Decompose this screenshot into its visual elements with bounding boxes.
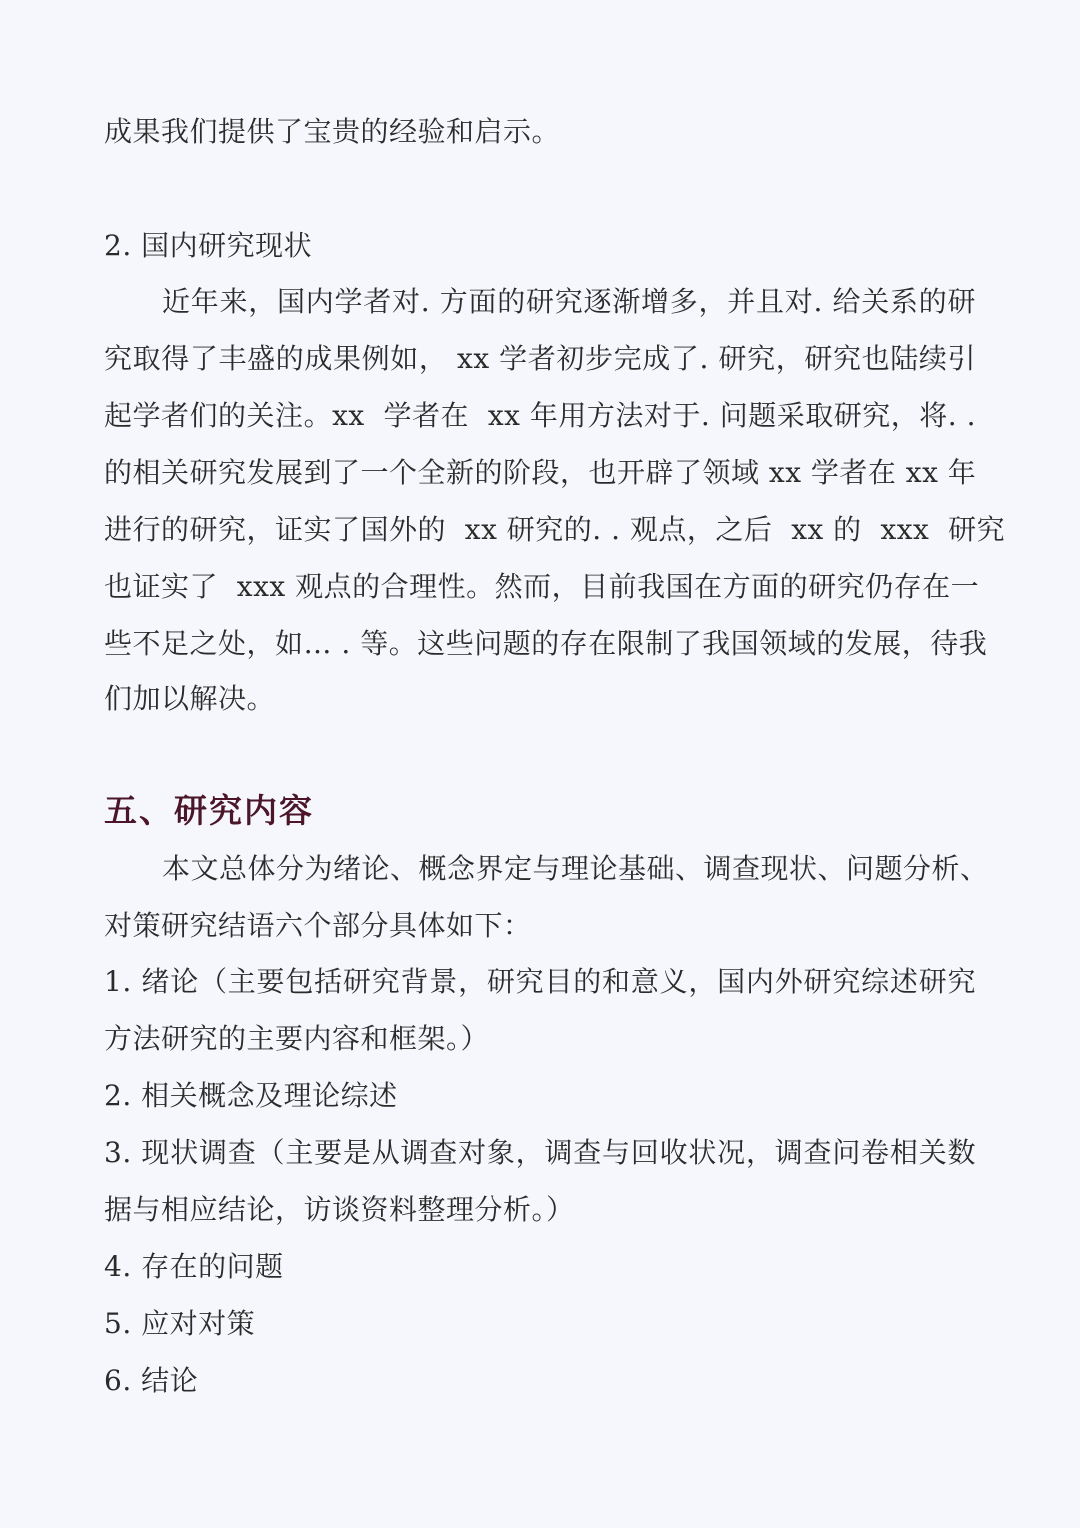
- paragraph-line: 近年来，国内学者对. 方面的研究逐渐增多，并且对. 给关系的研: [162, 285, 976, 318]
- list-item: 5. 应对对策: [104, 1307, 256, 1340]
- paragraph-line: 对策研究结语六个部分具体如下：: [104, 909, 532, 942]
- list-item-continuation: 据与相应结论，访谈资料整理分析。）: [104, 1193, 575, 1226]
- paragraph-line: 起学者们的关注。xx 学者在 xx 年用方法对于. 问题采取研究，将. .: [104, 399, 976, 432]
- list-item: 2. 相关概念及理论综述: [104, 1079, 398, 1112]
- paragraph-line: 本文总体分为绪论、概念界定与理论基础、调查现状、问题分析、: [162, 852, 989, 885]
- paragraph-line: 究取得了丰盛的成果例如， xx 学者初步完成了. 研究，研究也陆续引: [104, 342, 976, 375]
- paragraph-line: 成果我们提供了宝贵的经验和启示。: [104, 115, 561, 148]
- paragraph-line: 们加以解决。: [104, 682, 276, 715]
- paragraph-line: 也证实了 xxx 观点的合理性。然而，目前我国在方面的研究仍存在一: [104, 570, 980, 603]
- list-item: 1. 绪论（主要包括研究背景，研究目的和意义，国内外研究综述研究: [104, 965, 976, 998]
- list-item: 4. 存在的问题: [104, 1250, 284, 1283]
- paragraph-line: 的相关研究发展到了一个全新的阶段，也开辟了领域 xx 学者在 xx 年: [104, 456, 977, 489]
- paragraph-line: 进行的研究，证实了国外的 xx 研究的. . 观点，之后 xx 的 xxx 研究: [104, 513, 1006, 546]
- section-heading: 五、研究内容: [104, 791, 314, 830]
- list-item: 6. 结论: [104, 1364, 199, 1397]
- paragraph-line: 些不足之处，如… . 等。这些问题的存在限制了我国领域的发展，待我: [104, 627, 988, 660]
- list-item-continuation: 方法研究的主要内容和框架。）: [104, 1022, 490, 1055]
- subsection-title: 2. 国内研究现状: [104, 229, 313, 262]
- list-item: 3. 现状调查（主要是从调查对象，调查与回收状况，调查问卷相关数: [104, 1136, 976, 1169]
